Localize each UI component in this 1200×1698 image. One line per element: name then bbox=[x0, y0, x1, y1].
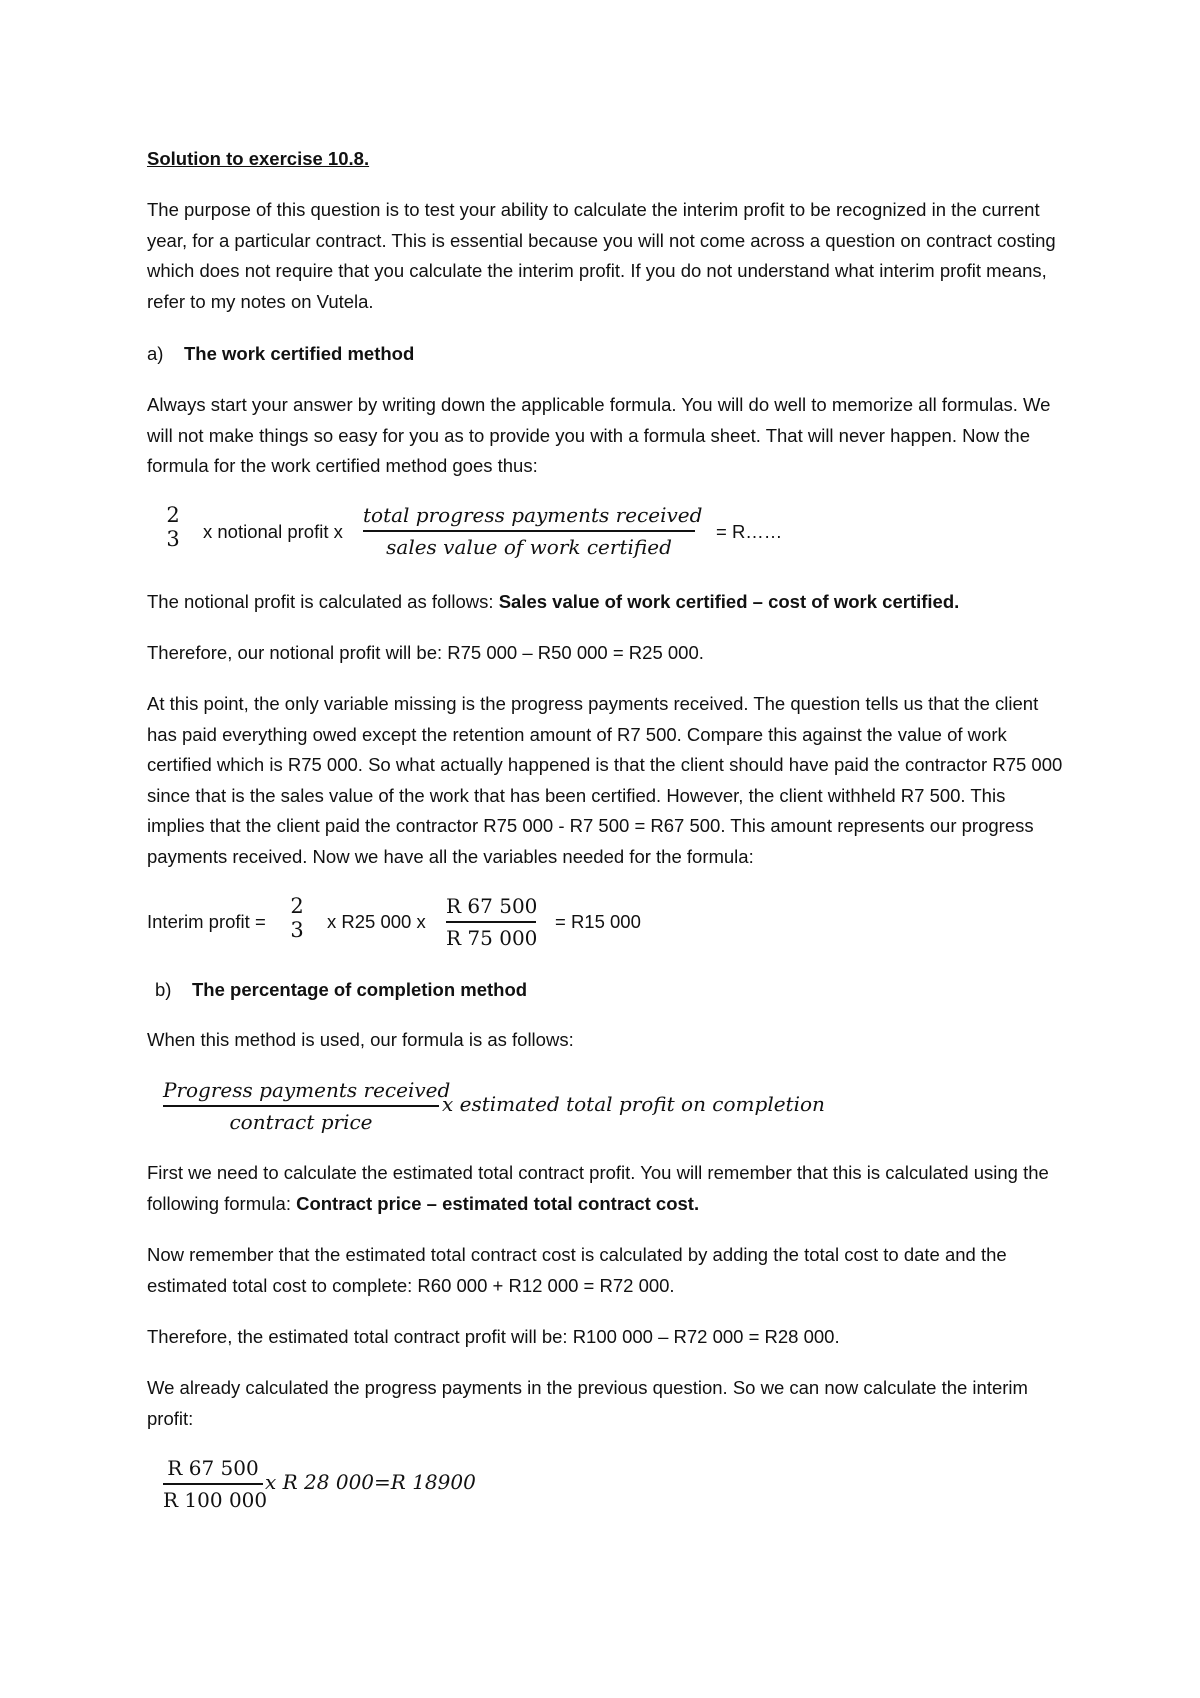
fraction-bar bbox=[163, 1483, 263, 1485]
fraction-bar bbox=[363, 530, 695, 532]
contract-formula-text: Contract price – estimated total contract cost. bbox=[296, 1192, 700, 1214]
contract-lead-text: First we need to calculate the estimated total contract profit. You will remember that this is calculated using the following formula: bbox=[147, 1162, 1049, 1214]
final-ratio-fraction bbox=[163, 1455, 268, 1513]
progress-ratio-fraction bbox=[363, 502, 703, 560]
interim-ratio-fraction bbox=[446, 893, 536, 951]
formula-middle-text: x notional profit x bbox=[203, 521, 343, 542]
notional-calc-paragraph: Therefore, our notional profit will be: R75 000 – R50 000 = R25 000. bbox=[147, 642, 704, 663]
interim-middle-text: x R25 000 x bbox=[327, 911, 426, 932]
final-calc-tail: x R 28 000=R 18900 bbox=[265, 1470, 476, 1494]
completion-formula-tail: x estimated total profit on completion bbox=[442, 1092, 825, 1116]
ratio-numerator: R 67 500 bbox=[446, 894, 538, 918]
ratio-denominator: R 100 000 bbox=[163, 1487, 268, 1512]
ratio-numerator: R 67 500 bbox=[167, 1456, 259, 1480]
section-a-formula-intro: Always start your answer by writing down the applicable formula. You will do well to memorize all formulas. We will not make things so easy for you as to provide you with a formula sheet. That will never happen. Now the formula for the work certified method goes thus: bbox=[147, 394, 1051, 476]
section-b-title: The percentage of completion method bbox=[192, 979, 528, 1000]
page-title: Solution to exercise 10.8. bbox=[147, 148, 370, 169]
section-a-heading bbox=[147, 343, 414, 365]
ratio-numerator: total progress payments received bbox=[363, 503, 703, 527]
variables-paragraph: At this point, the only variable missing is the progress payments received. The question tells us that the client has paid everything owed except the retention amount of R7 500. Compare this against the value of work certified which is R75 000. So what actually happened is that the client should have paid the contractor R75 000 since that is the sales value of the work that has been certified. However, the client withheld R7 500. This implies that the client paid the contractor R75 000 - R7 500 = R67 500. This amount represents our progress payments received. Now we have all the variables needed for the formula: bbox=[147, 693, 1063, 867]
section-b-marker: b) bbox=[155, 979, 172, 1000]
fraction-denominator: 3 bbox=[290, 918, 304, 942]
ratio-denominator: R 75 000 bbox=[446, 925, 538, 950]
fraction-numerator: 2 bbox=[290, 894, 304, 918]
section-b-formula-intro: When this method is used, our formula is as follows: bbox=[147, 1029, 574, 1050]
fraction-bar bbox=[446, 921, 536, 923]
contract-cost-paragraph: Now remember that the estimated total contract cost is calculated by adding the total cost to date and the estimated total cost to complete: R60 000 + R12 000 = R72 000. bbox=[147, 1244, 1007, 1296]
formula-result: = R…… bbox=[716, 521, 783, 542]
contract-profit-paragraph bbox=[147, 1158, 1063, 1219]
section-b-heading bbox=[155, 979, 527, 1001]
completion-ratio-fraction bbox=[163, 1077, 451, 1135]
intro-paragraph: The purpose of this question is to test your ability to calculate the interim profit to be recognized in the current year, for a particular contract. This is essential because you will not come across a question on contract costing which does not require that you calculate the interim profit. If you do not understand what interim profit means, refer to my notes on Vutela. bbox=[147, 199, 1056, 312]
interim-result: = R15 000 bbox=[555, 911, 641, 932]
section-a-marker: a) bbox=[147, 343, 164, 364]
fraction-denominator: 3 bbox=[166, 527, 180, 551]
fraction-bar bbox=[163, 1105, 439, 1107]
interim-two-thirds-fraction bbox=[286, 894, 308, 942]
ratio-denominator: sales value of work certified bbox=[386, 534, 672, 559]
notional-lead-text: The notional profit is calculated as follows: bbox=[147, 591, 499, 612]
interim-label: Interim profit = bbox=[147, 911, 266, 932]
ratio-denominator: contract price bbox=[229, 1109, 373, 1134]
section-a-title: The work certified method bbox=[184, 343, 415, 364]
progress-payments-paragraph: We already calculated the progress payments in the previous question. So we can now calculate the interim profit: bbox=[147, 1377, 1028, 1429]
notional-profit-paragraph bbox=[147, 587, 1063, 618]
fraction-numerator: 2 bbox=[166, 503, 180, 527]
notional-formula-text: Sales value of work certified – cost of work certified. bbox=[498, 591, 960, 612]
contract-profit-calc-paragraph: Therefore, the estimated total contract profit will be: R100 000 – R72 000 = R28 000. bbox=[147, 1326, 840, 1347]
ratio-numerator: Progress payments received bbox=[163, 1078, 451, 1102]
two-thirds-fraction bbox=[162, 503, 184, 551]
